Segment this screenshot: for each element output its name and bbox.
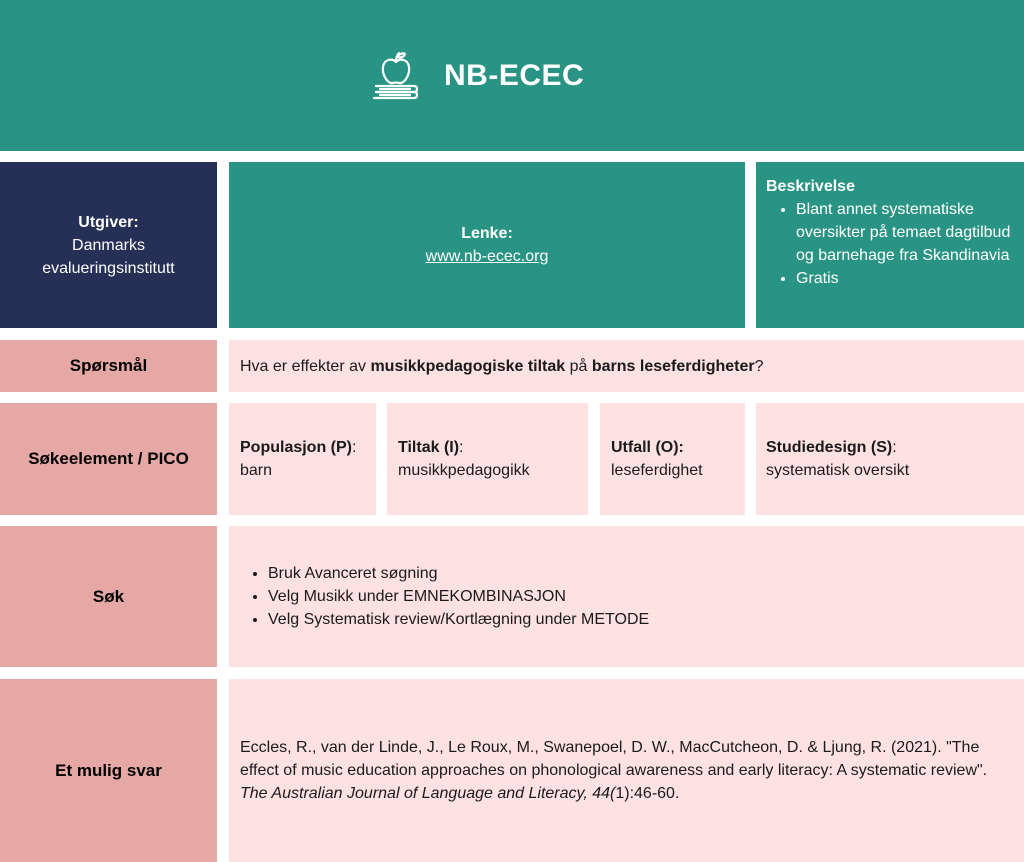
pico-population-value: barn	[240, 462, 273, 479]
description-item: • Blant annet systematiske oversikter på temaet dagtilbud og barnehage fra Skandinavia	[796, 198, 1024, 267]
answer-cell	[229, 679, 1024, 862]
publisher-line-1: Danmarks	[72, 236, 145, 254]
question-part: Hva er effekter av	[240, 357, 371, 375]
link-label: Lenke:	[461, 225, 513, 242]
pico-suffix: :	[892, 439, 897, 456]
pico-label-cell	[0, 403, 217, 515]
citation-text	[240, 736, 1012, 805]
question-part: på	[565, 357, 592, 375]
pico-outcome-label: Utfall (O):	[611, 439, 684, 456]
search-step: • Velg Systematisk review/Kortlægning under METODE	[268, 608, 1024, 631]
pico-study-design-heading	[766, 436, 1024, 459]
search-step: • Bruk Avanceret søgning	[268, 562, 1024, 585]
search-steps-list	[244, 562, 1024, 631]
website-link[interactable]: www.nb-ecec.org	[425, 248, 549, 265]
pico-suffix: :	[459, 439, 464, 456]
publisher-box	[0, 162, 217, 328]
citation-main: Eccles, R., van der Linde, J., Le Roux, M., Swanepoel, D. W., MacCutcheon, D. & Ljung, R. (2021). "The effect of music education approaches on phonological awareness and early literacy: A systematic review".	[240, 739, 988, 779]
publisher-label: Utgiver:	[78, 213, 139, 231]
description-label: Beskrivelse	[766, 178, 855, 195]
pico-population-label: Populasjon (P)	[240, 439, 352, 456]
question-keyword: musikkpedagogiske tiltak	[370, 357, 566, 375]
pico-population-heading	[240, 436, 376, 459]
search-label-cell	[0, 526, 217, 667]
question-label: Spørsmål	[69, 356, 148, 375]
page-title: NB-ECEC	[444, 59, 585, 92]
search-label: Søk	[92, 586, 125, 606]
citation-journal: The Australian Journal of Language and Literacy, 44(	[240, 785, 616, 802]
description-item: • Gratis	[796, 267, 1024, 290]
pico-outcome-cell	[600, 403, 745, 515]
pico-outcome-heading	[611, 436, 745, 459]
search-step: • Velg Musikk under EMNEKOMBINASJON	[268, 585, 1024, 608]
pico-population-cell	[229, 403, 376, 515]
pico-study-design-label: Studiedesign (S)	[766, 439, 893, 456]
pico-intervention-value: musikkpedagogikk	[398, 462, 530, 479]
pico-study-design-cell	[756, 403, 1024, 515]
description-box	[756, 162, 1024, 328]
pico-label: Søkeelement / PICO	[28, 449, 189, 468]
pico-suffix: :	[352, 439, 357, 456]
answer-label-cell	[0, 679, 217, 862]
question-keyword: barns leseferdigheter	[591, 357, 755, 375]
question-cell	[229, 340, 1024, 392]
pico-intervention-label: Tiltak (I)	[398, 439, 460, 456]
apple-on-books-icon	[370, 48, 422, 100]
pico-outcome-value: leseferdighet	[611, 462, 703, 479]
question-text	[240, 355, 1024, 378]
citation-end: 1):46-60.	[615, 785, 680, 802]
question-part: ?	[754, 357, 764, 375]
search-cell	[229, 526, 1024, 667]
pico-intervention-heading	[398, 436, 588, 459]
pico-intervention-cell	[387, 403, 588, 515]
answer-label: Et mulig svar	[55, 760, 162, 780]
link-box	[229, 162, 745, 328]
publisher-line-2: evalueringsinstitutt	[42, 259, 175, 277]
question-label-cell	[0, 340, 217, 392]
pico-study-design-value: systematisk oversikt	[766, 462, 910, 479]
description-list	[766, 198, 1024, 290]
